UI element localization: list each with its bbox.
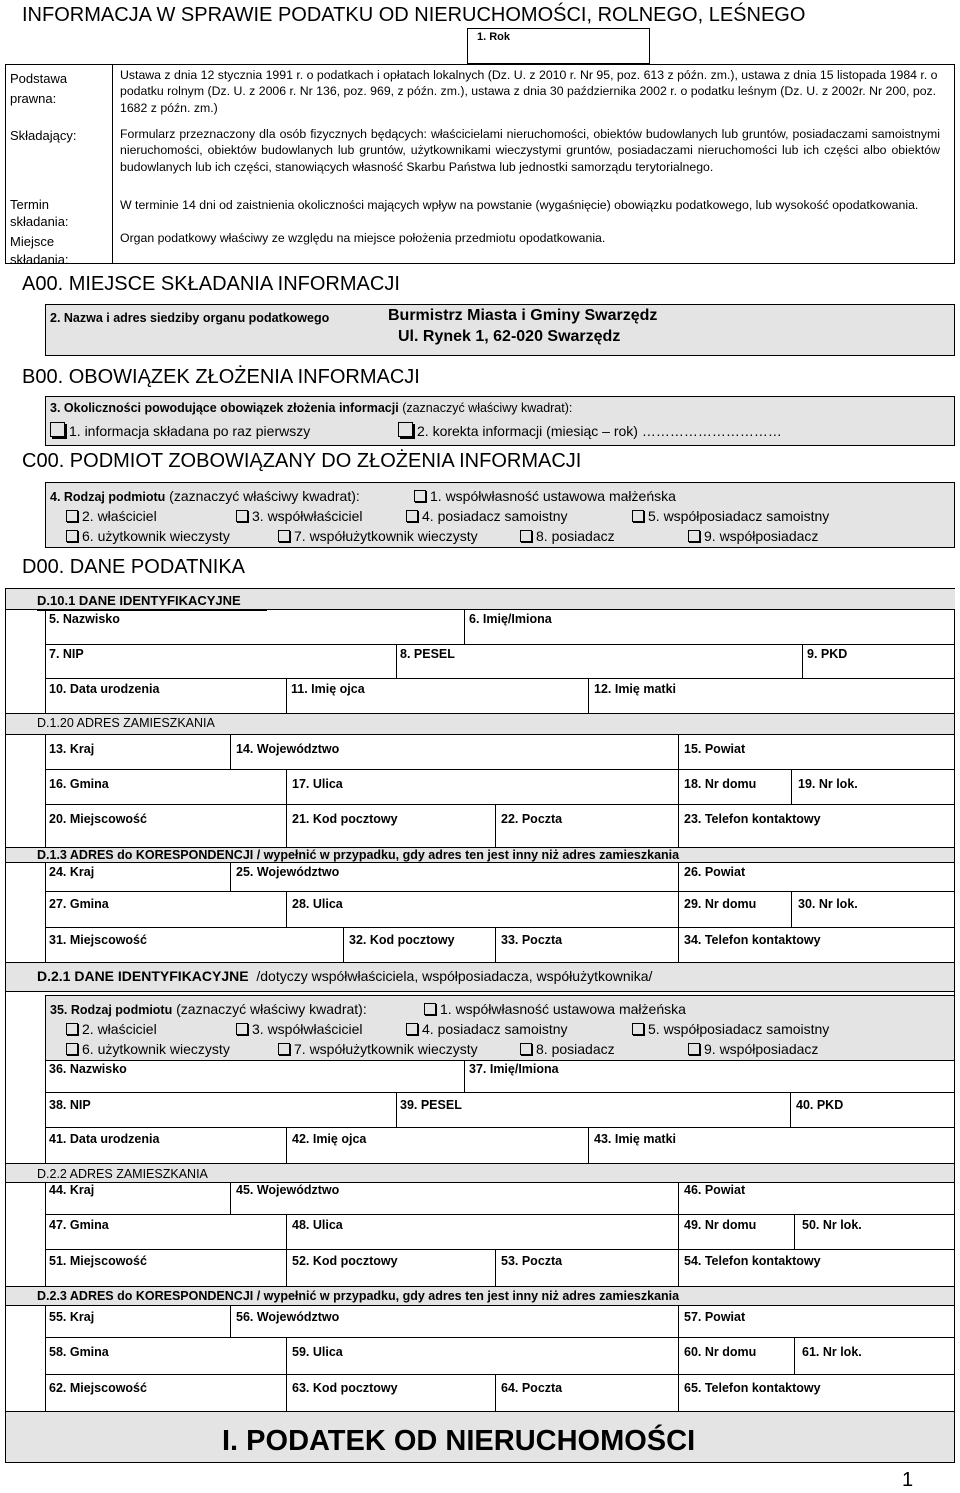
option-label: 4. posiadacz samoistny (422, 508, 568, 524)
b00-option-2[interactable] (398, 422, 782, 439)
option-label: 9. współposiadacz (704, 528, 819, 544)
checkbox-icon[interactable] (50, 422, 65, 437)
b00-label-rest: (zaznaczyć właściwy kwadrat): (402, 401, 573, 415)
field-35-label-bold: 35. Rodzaj podmiotu (50, 1003, 173, 1017)
field-10-label: 10. Data urodzenia (49, 682, 160, 696)
field-56-label: 56. Województwo (236, 1310, 340, 1324)
field-38-nip[interactable] (45, 1092, 397, 1128)
d21-option-3[interactable] (236, 1021, 362, 1037)
option-label: 5. współposiadacz samoistny (648, 1021, 830, 1037)
field-28-label: 28. Ulica (292, 897, 343, 911)
field-30-label: 30. Nr lok. (798, 897, 858, 911)
section-c00-heading: C00. PODMIOT ZOBOWIĄZANY DO ZŁOŻENIA INFORMACJI (22, 450, 582, 472)
option-label: 7. współużytkownik wieczysty (294, 1041, 478, 1057)
field-21-kod-pocztowy[interactable] (286, 804, 496, 848)
c00-label (50, 488, 360, 504)
section-i-heading: I. PODATEK OD NIERUCHOMOŚCI (222, 1425, 696, 1457)
d21-option-4[interactable] (406, 1021, 568, 1037)
d22-title: D.2.2 ADRES ZAMIESZKANIA (37, 1167, 208, 1181)
b00-option-1-label: 1. informacja składana po raz pierwszy (69, 423, 311, 439)
field-26-label: 26. Powiat (684, 865, 746, 879)
checkbox-icon[interactable] (414, 490, 426, 502)
podstawa-text: Ustawa z dnia 12 stycznia 1991 r. o podatkach i opłatach lokalnych (Dz. U. z 2010 r. Nr 95, poz. 613 z późn. zm.), ustawa z dnia 15 listopada 1984 r. o podatku rolnym (Dz. U. z 2006 r. Nr 136, poz. 969, z późn. zm.), ustawa z dnia 30 października 2002 r. o podatku leśnym (Dz. U. z 2002r. Nr 200, poz. 1682 z późn. zm.) (120, 68, 938, 115)
field-5-label: 5. Nazwisko (49, 612, 120, 626)
b00-label-bold: 3. Okoliczności powodujące obowiązek złożenia informacji (50, 401, 399, 415)
checkbox-icon[interactable] (398, 422, 413, 437)
field-8-label: 8. PESEL (400, 647, 455, 661)
label-skladajacy: Składający: (10, 128, 77, 143)
field-63-label: 63. Kod pocztowy (292, 1381, 398, 1395)
b00-label (50, 401, 572, 415)
checkbox-icon[interactable] (520, 1043, 532, 1055)
field-18-label: 18. Nr domu (684, 777, 757, 791)
field-49-label: 49. Nr domu (684, 1218, 757, 1232)
checkbox-icon[interactable] (688, 530, 700, 542)
section-a00-heading: A00. MIEJSCE SKŁADANIA INFORMACJI (22, 273, 400, 295)
checkbox-icon[interactable] (278, 1043, 290, 1055)
d21-option-5[interactable] (632, 1021, 829, 1037)
field-15-label: 15. Powiat (684, 742, 746, 756)
field-25-label: 25. Województwo (236, 865, 340, 879)
d13-title: D.1.3 ADRES do KORESPONDENCJI / wypełnić w przypadku, gdy adres ten jest inny niż adres zamieszkania (37, 848, 680, 862)
c00-label-rest: (zaznaczyć właściwy kwadrat): (169, 488, 360, 504)
field-21-label: 21. Kod pocztowy (292, 812, 398, 826)
c00-option-9[interactable] (688, 528, 818, 544)
field-22-poczta[interactable] (495, 804, 679, 848)
field-24-label: 24. Kraj (49, 865, 95, 879)
d21-option-7[interactable] (278, 1041, 478, 1057)
c00-option-4[interactable] (406, 508, 568, 524)
c00-option-7[interactable] (278, 528, 478, 544)
field-65-label: 65. Telefon kontaktowy (684, 1381, 821, 1395)
field-62-label: 62. Miejscowość (49, 1381, 147, 1395)
option-label: 8. posiadacz (536, 1041, 615, 1057)
field-52-label: 52. Kod pocztowy (292, 1254, 398, 1268)
field-36-label: 36. Nazwisko (49, 1062, 127, 1076)
field-46-label: 46. Powiat (684, 1183, 746, 1197)
field-6-label: 6. Imię/Imiona (469, 612, 552, 626)
option-label: 2. właściciel (82, 1021, 157, 1037)
field-23-label: 23. Telefon kontaktowy (684, 812, 821, 826)
field-29-label: 29. Nr domu (684, 897, 757, 911)
field-54-label: 54. Telefon kontaktowy (684, 1254, 821, 1268)
field-22-label: 22. Poczta (501, 812, 563, 826)
section-d00-heading: D00. DANE PODATNIKA (22, 556, 246, 578)
a00-organ-address: Ul. Rynek 1, 62-020 Swarzędz (398, 328, 621, 345)
option-label: 2. właściciel (82, 508, 157, 524)
c00-option-5[interactable] (632, 508, 829, 524)
d21-option-2[interactable] (66, 1021, 157, 1037)
field-7-nip[interactable] (45, 644, 397, 679)
field-59-ulica[interactable] (286, 1337, 679, 1375)
option-label: 7. współużytkownik wieczysty (294, 528, 478, 544)
field-44-label: 44. Kraj (49, 1183, 95, 1197)
miejsce-text: Organ podatkowy właściwy ze względu na miejsce położenia przedmiotu opodatkowania. (120, 231, 606, 245)
skladajacy-text: Formularz przeznaczony dla osób fizycznych będących: właścicielami nieruchomości, obiektów budowlanych lub gruntów, posiadaczami samoistnymi nieruchomości, obiektów budowlanych lub gruntów, użytkownikami wieczystymi gruntów, posiadaczami nieruchomości lub ich części albo obiektów budowlanych lub ich części, stanowiących własność Skarbu Państwa lub jednostki samorządu terytorialnego. (120, 127, 940, 174)
option-label: 6. użytkownik wieczysty (82, 528, 230, 544)
field-53-label: 53. Poczta (501, 1254, 563, 1268)
checkbox-icon[interactable] (424, 1003, 436, 1015)
d21-note: /dotyczy współwłaściciela, współposiadacza, współużytkownika/ (256, 968, 653, 984)
checkbox-icon[interactable] (236, 510, 248, 522)
d21-option-9[interactable] (688, 1041, 818, 1057)
field-50-label: 50. Nr lok. (802, 1218, 862, 1232)
field-32-label: 32. Kod pocztowy (349, 933, 455, 947)
field-43-label: 43. Imię matki (594, 1132, 676, 1146)
d21-title: D.2.1 DANE IDENTYFIKACYJNE (37, 968, 249, 984)
field-47-label: 47. Gmina (49, 1218, 109, 1232)
field-13-label: 13. Kraj (49, 742, 95, 756)
field-58-label: 58. Gmina (49, 1345, 109, 1359)
year-label: 1. Rok (477, 31, 511, 43)
option-label: 1. współwłasność ustawowa małżeńska (430, 488, 676, 504)
checkbox-icon[interactable] (278, 530, 290, 542)
checkbox-icon[interactable] (66, 510, 78, 522)
field-37-label: 37. Imię/Imiona (469, 1062, 559, 1076)
field-23-telefon[interactable] (678, 804, 955, 848)
field-34-label: 34. Telefon kontaktowy (684, 933, 821, 947)
field-8-pesel[interactable] (396, 644, 803, 679)
option-label: 1. współwłasność ustawowa małżeńska (440, 1001, 686, 1017)
c00-option-8[interactable] (520, 528, 615, 544)
b00-option-2-label: 2. korekta informacji (miesiąc – rok) ………………………… (417, 423, 782, 439)
checkbox-icon[interactable] (66, 530, 78, 542)
field-12-label: 12. Imię matki (594, 682, 676, 696)
field-60-label: 60. Nr domu (684, 1345, 757, 1359)
c00-label-bold: 4. Rodzaj podmiotu (50, 490, 166, 504)
field-42-label: 42. Imię ojca (292, 1132, 367, 1146)
option-label: 9. współposiadacz (704, 1041, 819, 1057)
option-label: 3. współwłaściciel (252, 508, 363, 524)
field-14-label: 14. Województwo (236, 742, 340, 756)
field-40-label: 40. PKD (796, 1098, 844, 1112)
a00-label: 2. Nazwa i adres siedziby organu podatkowego (50, 311, 330, 325)
option-label: 5. współposiadacz samoistny (648, 508, 830, 524)
field-51-label: 51. Miejscowość (49, 1254, 147, 1268)
field-59-label: 59. Ulica (292, 1345, 343, 1359)
field-20-miejscowosc[interactable] (45, 804, 287, 848)
c00-option-3[interactable] (236, 508, 362, 524)
field-7-label: 7. NIP (49, 647, 84, 661)
option-label: 8. posiadacz (536, 528, 615, 544)
field-31-label: 31. Miejscowość (49, 933, 147, 947)
checkbox-icon[interactable] (66, 1023, 78, 1035)
field-64-label: 64. Poczta (501, 1381, 563, 1395)
option-label: 6. użytkownik wieczysty (82, 1041, 230, 1057)
label-termin: Termin składania: (10, 197, 69, 229)
field-48-ulica[interactable] (286, 1214, 679, 1250)
section-b00-heading: B00. OBOWIĄZEK ZŁOŻENIA INFORMACJI (22, 366, 420, 388)
field-38-label: 38. NIP (49, 1098, 91, 1112)
checkbox-icon[interactable] (66, 1043, 78, 1055)
field-16-label: 16. Gmina (49, 777, 109, 791)
field-61-label: 61. Nr lok. (802, 1345, 862, 1359)
d101-title: D.10.1 DANE IDENTYFIKACYJNE (37, 593, 241, 608)
field-20-label: 20. Miejscowość (49, 812, 147, 826)
d120-title: D.1.20 ADRES ZAMIESZKANIA (37, 716, 215, 730)
field-39-label: 39. PESEL (400, 1098, 462, 1112)
field-28-ulica[interactable] (286, 891, 679, 928)
b00-option-1[interactable] (50, 422, 310, 439)
field-33-label: 33. Poczta (501, 933, 563, 947)
checkbox-icon[interactable] (406, 1023, 418, 1035)
d21-option-6[interactable] (66, 1041, 230, 1057)
c00-option-1[interactable] (414, 488, 676, 504)
c00-option-2[interactable] (66, 508, 157, 524)
form-title: INFORMACJA W SPRAWIE PODATKU OD NIERUCHOMOŚCI, ROLNEGO, LEŚNEGO (22, 4, 806, 26)
checkbox-icon[interactable] (406, 510, 418, 522)
checkbox-icon[interactable] (632, 510, 644, 522)
d23-title: D.2.3 ADRES do KORESPONDENCJI / wypełnić w przypadku, gdy adres ten jest inny niż adres zamieszkania (37, 1289, 680, 1303)
checkbox-icon[interactable] (632, 1023, 644, 1035)
c00-option-6[interactable] (66, 528, 230, 544)
label-podstawa: Podstawa prawna: (10, 71, 68, 106)
field-35-label-rest: (zaznaczyć właściwy kwadrat): (176, 1001, 367, 1017)
field-41-label: 41. Data urodzenia (49, 1132, 160, 1146)
field-48-label: 48. Ulica (292, 1218, 343, 1232)
termin-text: W terminie 14 dni od zaistnienia okoliczności mających wpływ na powstanie (wygaśnięcie) obowiązku podatkowego, lub wysokość opodatkowania. (120, 198, 919, 212)
checkbox-icon[interactable] (688, 1043, 700, 1055)
a00-organ-name: Burmistrz Miasta i Gminy Swarzędz (388, 307, 658, 324)
checkbox-icon[interactable] (236, 1023, 248, 1035)
d21-option-8[interactable] (520, 1041, 615, 1057)
option-label: 3. współwłaściciel (252, 1021, 363, 1037)
field-19-label: 19. Nr lok. (798, 777, 858, 791)
field-17-label: 17. Ulica (292, 777, 343, 791)
field-55-label: 55. Kraj (49, 1310, 95, 1324)
page-number: 1 (902, 1469, 914, 1491)
option-label: 4. posiadacz samoistny (422, 1021, 568, 1037)
field-11-label: 11. Imię ojca (291, 682, 365, 696)
checkbox-icon[interactable] (520, 530, 532, 542)
field-27-label: 27. Gmina (49, 897, 109, 911)
field-57-label: 57. Powiat (684, 1310, 746, 1324)
d21-title-row (37, 968, 652, 984)
field-17-ulica[interactable] (286, 769, 679, 805)
field-9-label: 9. PKD (807, 647, 848, 661)
d21-option-1[interactable] (424, 1001, 686, 1017)
field-45-label: 45. Województwo (236, 1183, 340, 1197)
field-35-label (50, 1001, 367, 1017)
label-miejsce: Miejsce składania: (10, 234, 69, 267)
